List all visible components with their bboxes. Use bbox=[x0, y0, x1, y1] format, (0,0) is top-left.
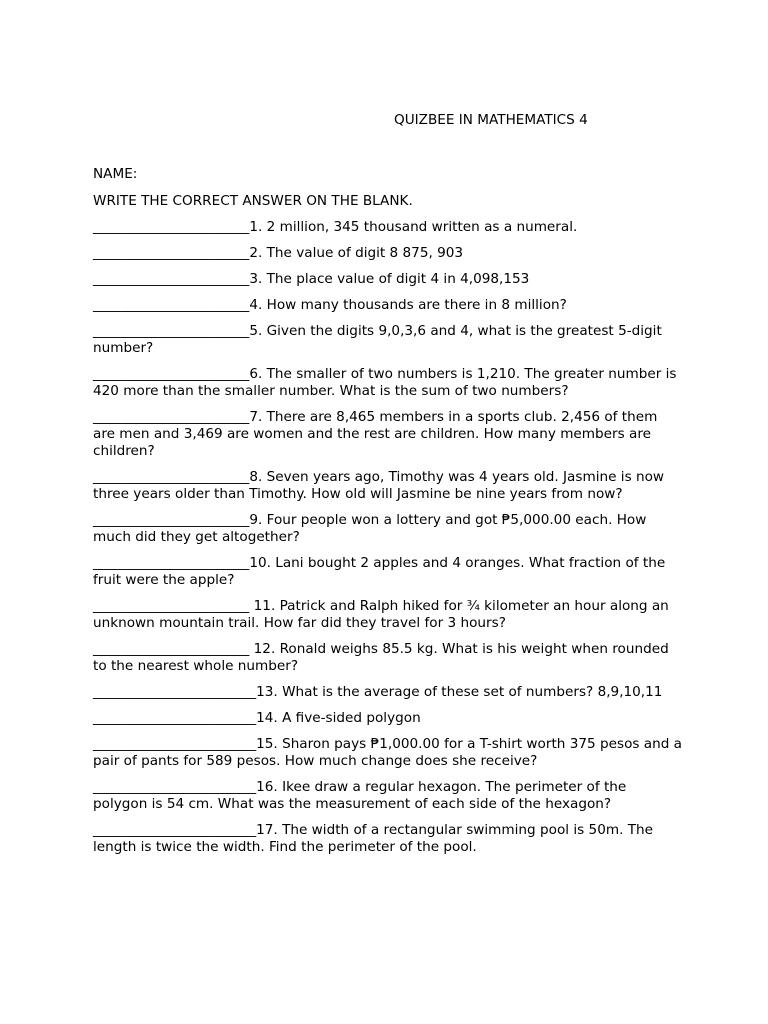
question-item bbox=[93, 641, 683, 675]
question-item bbox=[93, 512, 683, 546]
answer-blank: _______________________ bbox=[93, 598, 250, 614]
question-text: 17. The width of a rectangular swimming pool is 50m. The length is twice the width. Find the perimeter of the pool. bbox=[93, 822, 658, 855]
answer-blank: ________________________ bbox=[93, 779, 257, 795]
question-list bbox=[93, 219, 687, 856]
answer-blank: ________________________ bbox=[93, 822, 257, 838]
question-text: 14. A five-sided polygon bbox=[256, 710, 421, 726]
question-item bbox=[93, 219, 683, 236]
name-label: NAME: bbox=[93, 166, 138, 182]
question-text: 12. Ronald weighs 85.5 kg. What is his weight when rounded to the nearest whole number? bbox=[93, 641, 674, 674]
page-title: QUIZBEE IN MATHEMATICS 4 bbox=[394, 112, 588, 128]
question-item bbox=[93, 366, 683, 400]
question-text: 16. Ikee draw a regular hexagon. The perimeter of the polygon is 54 cm. What was the measurement of each side of the hexagon? bbox=[93, 779, 631, 812]
question-text: 5. Given the digits 9,0,3,6 and 4, what is the greatest 5-digit number? bbox=[93, 323, 667, 356]
question-item bbox=[93, 779, 683, 813]
question-item bbox=[93, 297, 683, 314]
question-text: 11. Patrick and Ralph hiked for ¾ kilometer an hour along an unknown mountain trail. How far did they travel for 3 hours? bbox=[93, 598, 674, 631]
question-text: 6. The smaller of two numbers is 1,210. The greater number is 420 more than the smaller number. What is the sum of two numbers? bbox=[93, 366, 681, 399]
answer-blank: _______________________ bbox=[93, 245, 250, 261]
answer-blank: _______________________ bbox=[93, 323, 250, 339]
question-item bbox=[93, 245, 683, 262]
question-text: 7. There are 8,465 members in a sports club. 2,456 of them are men and 3,469 are women and the rest are children. How many members are children? bbox=[93, 409, 662, 459]
question-item bbox=[93, 822, 683, 856]
answer-blank: _______________________ bbox=[93, 469, 250, 485]
answer-blank: ________________________ bbox=[93, 736, 257, 752]
question-item bbox=[93, 710, 683, 727]
question-item bbox=[93, 684, 683, 701]
question-text: 1. 2 million, 345 thousand written as a numeral. bbox=[249, 219, 578, 235]
question-text: 15. Sharon pays ₱1,000.00 for a T-shirt worth 375 pesos and a pair of pants for 589 pesos. How much change does she receive? bbox=[93, 736, 687, 769]
answer-blank: ________________________ bbox=[93, 684, 257, 700]
question-item bbox=[93, 736, 687, 770]
question-item bbox=[93, 598, 683, 632]
answer-blank: _______________________ bbox=[93, 409, 250, 425]
instruction-text: WRITE THE CORRECT ANSWER ON THE BLANK. bbox=[93, 193, 413, 209]
question-text: 2. The value of digit 8 875, 903 bbox=[249, 245, 464, 261]
answer-blank: _______________________ bbox=[93, 271, 250, 287]
answer-blank: _______________________ bbox=[93, 297, 250, 313]
question-text: 4. How many thousands are there in 8 million? bbox=[249, 297, 567, 313]
question-item bbox=[93, 555, 683, 589]
question-item bbox=[93, 469, 683, 503]
answer-blank: _______________________ bbox=[93, 641, 250, 657]
answer-blank: ________________________ bbox=[93, 710, 257, 726]
question-item bbox=[93, 271, 683, 288]
quiz-content bbox=[93, 166, 687, 865]
answer-blank: _______________________ bbox=[93, 366, 250, 382]
question-text: 10. Lani bought 2 apples and 4 oranges. What fraction of the fruit were the apple? bbox=[93, 555, 670, 588]
question-text: 3. The place value of digit 4 in 4,098,153 bbox=[249, 271, 530, 287]
answer-blank: _______________________ bbox=[93, 219, 250, 235]
question-item bbox=[93, 323, 683, 357]
question-text: 9. Four people won a lottery and got ₱5,000.00 each. How much did they get altogether? bbox=[93, 512, 651, 545]
question-text: 13. What is the average of these set of numbers? 8,9,10,11 bbox=[256, 684, 663, 700]
question-item bbox=[93, 409, 683, 460]
answer-blank: _______________________ bbox=[93, 555, 250, 571]
question-text: 8. Seven years ago, Timothy was 4 years old. Jasmine is now three years older than Timothy. How old will Jasmine be nine years from now? bbox=[93, 469, 669, 502]
answer-blank: _______________________ bbox=[93, 512, 250, 528]
